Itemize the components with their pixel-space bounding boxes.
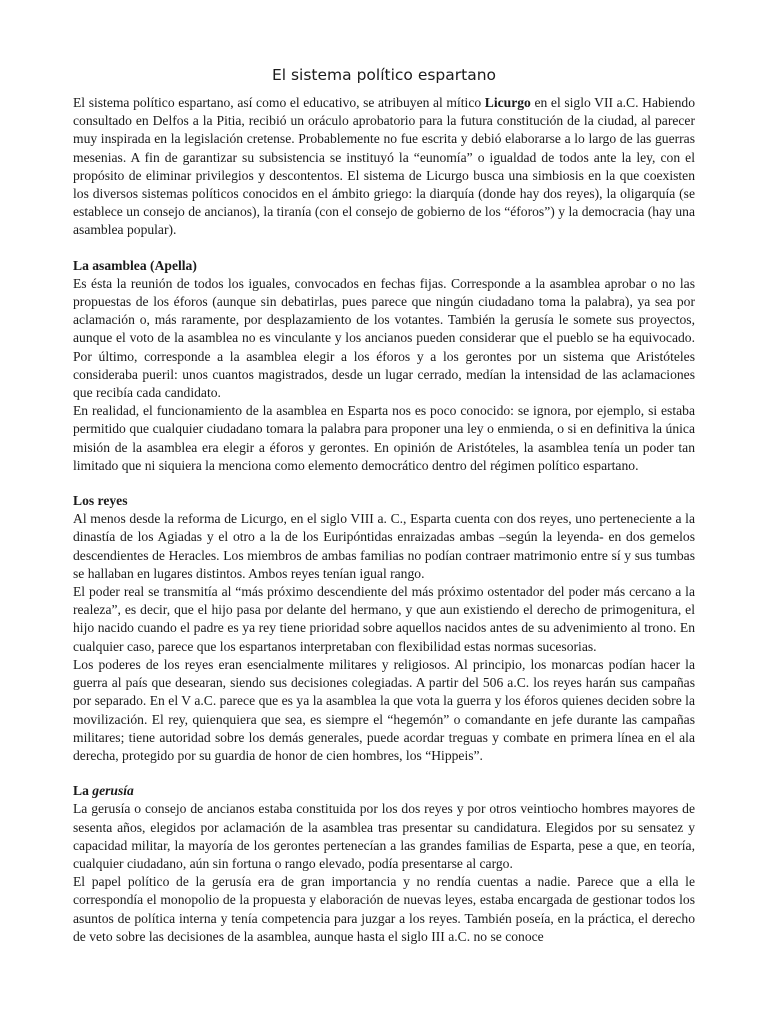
reyes-paragraph-2: El poder real se transmitía al “más próximo descendiente del más próximo ostentador del poder más cercano a la realeza”, es decir, que el hijo pasa por delante del hermano, y que aun existiendo el derecho de primogenitura, el hijo nacido cuando el padre es ya rey tiene prioridad sobre aquellos nacidos antes de su advenimiento al trono. En cualquier caso, parece que los espartanos interpretaban con flexibilidad estas normas sucesorias.	[73, 584, 695, 654]
asamblea-paragraph-1: Es ésta la reunión de todos los iguales, convocados en fechas fijas. Corresponde a la asamblea aprobar o no las propuestas de los éforos (aunque sin debatirlas, pues parece que ningún ciudadano toma la palabra), ya sea por aclamación o, más raramente, por desplazamiento de los votantes. También la gerusía le somete sus proyectos, aunque el voto de la asamblea no es vinculante y los ancianos pueden considerar que el pueblo se ha equivocado. Por último, corresponde a la asamblea elegir a los éforos y a los gerontes por un sistema que Aristóteles consideraba pueril: unos cuantos magistrados, desde un lugar cerrado, medían la intensidad de las aclamaciones que recibía cada candidato.	[73, 275, 695, 401]
reyes-paragraph-1: Al menos desde la reforma de Licurgo, en el siglo VIII a. C., Esparta cuenta con dos reyes, uno perteneciente a la dinastía de los Agiadas y el otro a la de los Euripóntidas enraizadas ambas –según la leyenda- en dos gemelos descendientes de Heracles. Los miembros de ambas familias no podían contraer matrimonio entre sí y sus tumbas se hallaban en lugares distintos. Ambos reyes tenían igual rango.	[73, 511, 695, 581]
intro-bold-name: Licurgo	[484, 95, 531, 110]
intro-paragraph	[73, 94, 695, 240]
gerusia-heading-prefix: La	[73, 783, 93, 799]
gerusia-heading-italic: gerusía	[92, 783, 134, 799]
section-heading-reyes: Los reyes	[73, 493, 128, 509]
reyes-paragraph-3: Los poderes de los reyes eran esencialmente militares y religiosos. Al principio, los monarcas podían hacer la guerra al país que desearan, siendo sus decisiones colegiadas. A partir del 506 a.C. los reyes harán sus campañas por separado. En el V a.C. parece que es ya la asamblea la que vota la guerra y los éforos quienes deciden sobre la movilización. El rey, quienquiera que sea, es siempre el “hegemón” o comandante en jefe durante las campañas militares; tiene autoridad sobre los demás generales, puede acordar treguas y combate en primera línea en el ala derecha, protegido por su guardia de honor de cien hombres, los “Hippeis”.	[73, 656, 695, 763]
section-heading-gerusia	[73, 782, 695, 800]
asamblea-paragraph-2: En realidad, el funcionamiento de la asamblea en Esparta nos es poco conocido: se ignora, por ejemplo, si estaba permitido que cualquier ciudadano tomara la palabra para proponer una ley o enmienda, o si en definitiva la única misión de la asamblea era elegir a éforos y gerontes. En opinión de Aristóteles, la asamblea tenía un poder tan limitado que ni siquiera la menciona como elemento democrático dentro del régimen político espartano.	[73, 403, 695, 473]
page-title: El sistema político espartano	[271, 66, 497, 84]
gerusia-paragraph-1: La gerusía o consejo de ancianos estaba constituida por los dos reyes y por otros veintiocho hombres mayores de sesenta años, elegidos por aclamación de la asamblea tras presentar su candidatura. Elegidos por su sensatez y capacidad militar, la mayoría de los gerontes pertenecían a las grandes familias de Esparta, pese a que, en teoría, cualquier ciudadano, aún sin fortuna o rango elevado, podía presentarse al cargo.	[73, 801, 695, 871]
section-heading-asamblea: La asamblea (Apella)	[73, 257, 197, 273]
gerusia-paragraph-2: El papel político de la gerusía era de gran importancia y no rendía cuentas a nadie. Parece que a ella le correspondía el monopolio de la propuesta y elaboración de nuevas leyes, estaba encargada de gestionar todos los asuntos de política interna y tenía competencia para juzgar a los reyes. También poseía, en la práctica, el derecho de veto sobre las decisiones de la asamblea, aunque hasta el siglo III a.C. no se conoce	[73, 874, 695, 944]
intro-text-end: en el siglo VII a.C. Habiendo consultado en Delfos a la Pitia, recibió un oráculo aprobatorio para la futura constitución de la ciudad, al parecer muy inspirada en la legislación cretense. Probablemente no fue escrita y debió elaborarse a lo largo de las guerras mesenias. A fin de garantizar su subsistencia se instituyó la “eunomía” o igualdad de todos ante la ley, con el propósito de eliminar privilegios y descontentos. El sistema de Licurgo busca una simbiosis en la que coexisten los diversos sistemas políticos conocidos en el ámbito griego: la diarquía (donde hay dos reyes), la oligarquía (se establece un consejo de ancianos), la tiranía (con el consejo de gobierno de los “éforos”) y la democracia (hay una asamblea popular).	[73, 95, 695, 238]
intro-text-start: El sistema político espartano, así como el educativo, se atribuyen al mítico	[73, 95, 485, 110]
